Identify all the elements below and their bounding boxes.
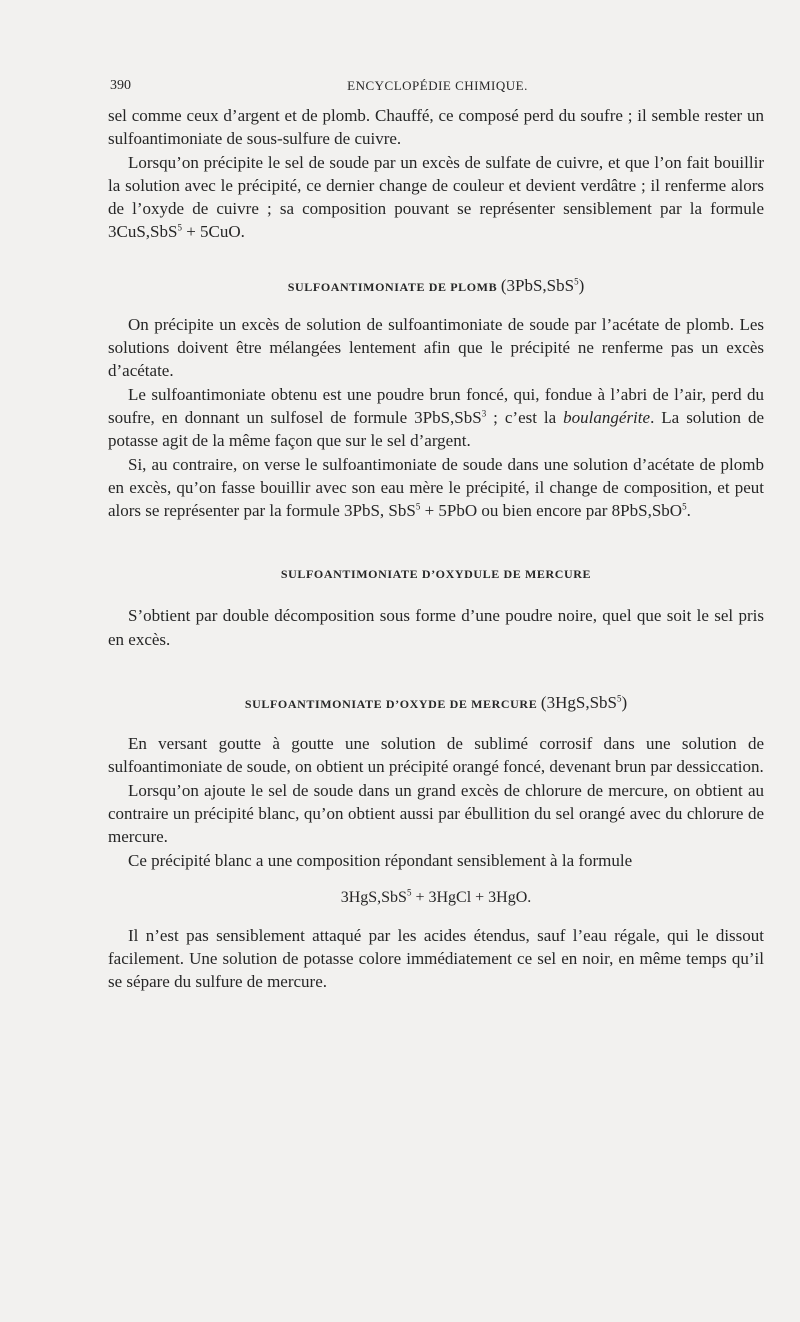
paragraph-1: sel comme ceux d’argent et de plomb. Chauffé, ce composé perd du soufre ; il semble rester un sulfoantimoniate de sous-sulfure de cuivre. <box>108 106 764 149</box>
superscript: 5 <box>415 501 421 512</box>
paragraph-6: S’obtient par double décomposition sous forme d’une poudre noire, quel que soit le sel pris en excès. <box>108 606 764 649</box>
section-heading-text: SULFOANTIMONIATE D’OXYDULE DE MERCURE <box>280 567 592 582</box>
paragraph-9: Ce précipité blanc a une composition répondant sensiblement à la formule <box>128 850 633 870</box>
paragraph-4-a: Le sulfoantimoniate obtenu est une poudre brun foncé, qui, fondue à l’abri de l’air, perd du soufre, en donnant un sulfosel de formule 3PbS,SbS <box>108 384 764 427</box>
paragraph-2 <box>108 151 764 244</box>
paragraph-8: Lorsqu’on ajoute le sel de soude dans un grand excès de chlorure de mercure, on obtient au contraire un précipité blanc, qu’on obtient aussi par ébullition du sel orangé avec du chlorure de mercure. <box>108 780 764 847</box>
paragraph-5-c: . <box>686 501 691 521</box>
section-heading-lead <box>108 274 764 299</box>
superscript: 5 <box>574 276 579 287</box>
superscript: 3 <box>481 408 487 419</box>
centered-formula <box>108 886 764 910</box>
superscript: 5 <box>177 222 182 233</box>
formula-close: ) <box>578 275 585 295</box>
formula-text: 3HgS,SbS <box>340 888 407 906</box>
mineral-name: boulangérite <box>563 407 651 427</box>
superscript: 5 <box>682 501 687 512</box>
paragraph-4 <box>108 383 764 453</box>
paragraph-5 <box>108 453 764 523</box>
paragraph-7: En versant goutte à goutte une solution de sublimé corrosif dans une solution de sulfoantimoniate de soude, on obtient un précipité orangé foncé, devenant brun par dessiccation. <box>108 734 764 777</box>
section-heading-mercury-oxide <box>108 691 764 716</box>
section-heading-formula <box>541 693 627 712</box>
body-text <box>108 104 764 994</box>
paragraph-10: Il n’est pas sensiblement attaqué par les acides étendus, sauf l’eau régale, qui le dissout facilement. Une solution de potasse colore immédiatement ce sel en noir, en même temps qu’il se sépare du sulfure de mercure. <box>108 925 764 992</box>
paragraph-4-c: . La solution de potasse agit de la même façon que sur le sel d’argent. <box>108 407 764 451</box>
superscript: 5 <box>616 693 622 704</box>
superscript: 5 <box>406 887 412 898</box>
formula-text: (3HgS,SbS <box>540 693 617 713</box>
paragraph-5-a: Si, au contraire, on verse le sulfoantimoniate de soude dans une solution d’acétate de plomb en excès, qu’on fasse bouillir avec son eau mère le précipité, il change de composition, et peut alors se représenter par la formule 3PbS, SbS <box>108 454 764 521</box>
page-header <box>110 78 765 102</box>
paragraph-2-tail: + 5CuO. <box>181 222 245 242</box>
section-heading-formula <box>501 276 584 295</box>
paragraph-2-text: Lorsqu’on précipite le sel de soude par un excès de sulfate de cuivre, et que l’on fait bouillir la solution avec le précipité, ce dernier change de couleur et devient verdâtre ; il renferme alors de l’oxyde de cuivre ; sa composition pouvant se représenter sensiblement par la formule 3CuS,SbS <box>108 152 764 242</box>
paragraph-5-b: + 5PbO ou bien encore par 8PbS,SbO <box>420 501 683 521</box>
section-heading-text: SULFOANTIMONIATE DE PLOMB <box>287 279 498 294</box>
paragraph-3: On précipite un excès de solution de sulfoantimoniate de soude par l’acétate de plomb. Les solutions doivent être mélangées lentement afin que le précipité ne renferme pas un excès d’acétate. <box>108 314 764 381</box>
page-number: 390 <box>110 78 131 93</box>
paragraph-4-b: ; c’est la <box>486 407 564 427</box>
formula-tail: + 3HgCl + 3HgO. <box>411 888 532 906</box>
formula-text: (3PbS,SbS <box>500 275 575 295</box>
section-heading-mercury-oxydule <box>108 562 764 586</box>
section-heading-text: SULFOANTIMONIATE D’OXYDE DE MERCURE <box>244 697 538 712</box>
running-title: ENCYCLOPÉDIE CHIMIQUE. <box>347 78 528 93</box>
formula-close: ) <box>621 693 628 713</box>
